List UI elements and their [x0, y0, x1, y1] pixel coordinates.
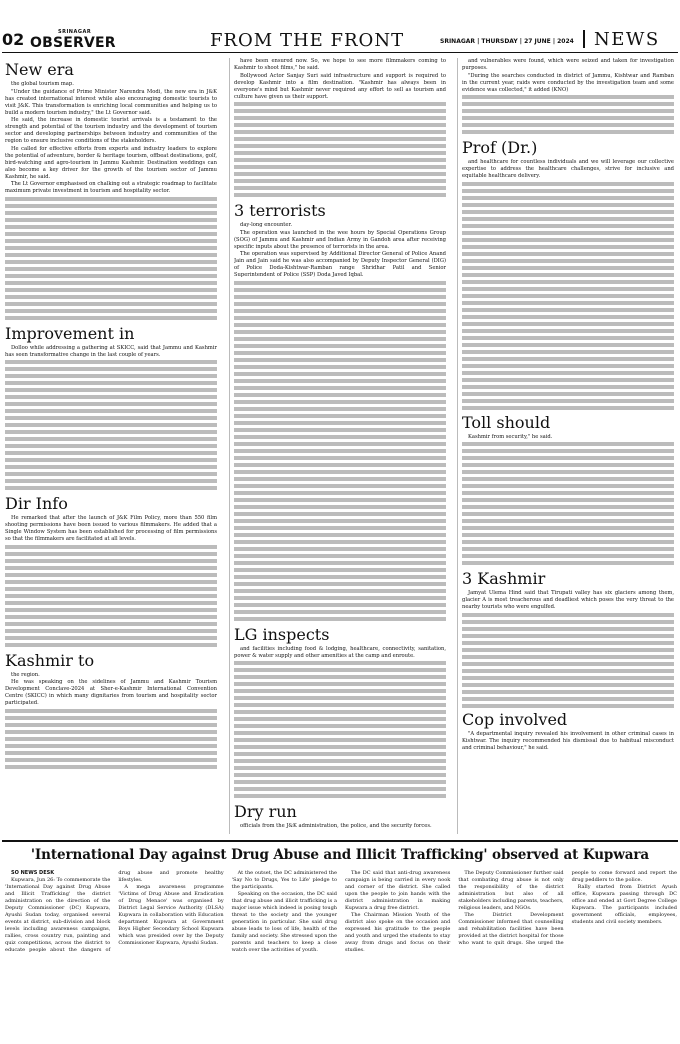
- story-paragraph: have been ensured now. So, we hope to see more filmmakers coming to Kashmir to shoot films," he said.: [234, 58, 446, 71]
- column-4: [462, 58, 674, 752]
- dateline: SRINAGAR | THURSDAY | 27 JUNE | 2024: [440, 38, 574, 45]
- story-paragraph: "During the searches conducted in district of Jammu, Kishtwar and Ramban in the current year, raids were conducted by the investigation team and some evidence was collected," it added (KNO): [462, 72, 674, 93]
- story-headline: New era: [5, 60, 74, 79]
- story-paragraph: The operation was supervised by Additional Director General of Police Anand Jain and Jain said he was also accompanied by Deputy Inspector General (DIG) of Police Doda-Kishtwar-Ramban range Shridhar Patil and Senior Superintendent of Police (SSP) Doda Javed Iqbal.: [234, 251, 446, 278]
- masthead: [0, 0, 680, 50]
- bottom-story-rule: [2, 840, 678, 842]
- story-paragraph: The Deputy Commissioner further said that combating drug abuse is not only the responsibility of the district administration but also of all stakeholders including parents, teachers, religious leaders, and NGOs.: [458, 870, 564, 911]
- story-byline: SO NEWS DESK: [11, 870, 55, 876]
- page-number: 02: [2, 30, 25, 49]
- bottom-story-headline: 'International Day against Drug Abuse and Illicit Trafficking' observed at Kupwara: [30, 847, 650, 863]
- story-headline: 3 terrorists: [234, 201, 326, 220]
- story-paragraph: Bollywood Actor Sanjay Suri said infrastructure and support is required to develop Kashmir into a film destination. "Kashmir has always been in everyone's mind but Kashmir never required any effort to sell as tourism and culture have given us their support.: [234, 72, 446, 100]
- column-1: [5, 58, 217, 771]
- brand-subtitle: SRINAGAR: [58, 29, 92, 35]
- story-headline: Kashmir to: [5, 650, 95, 670]
- story-paragraph: the global tourism map.: [11, 81, 74, 87]
- story-paragraph: Kupwara, Jun 26: To commemorate the 'International Day against Drug Abuse and Illicit Trafficking' the district administration on the direction of the Deputy Commissioner (DC) Kupwara, Ayushi Sudan today, organised several events at district, sub-division and block levels including awareness campaigns, rallies, cross country run, painting and quiz competitions, across the district to educate people about the dangers of drug abuse and promote healthy lifestyles.: [5, 870, 224, 953]
- masthead-rule: [2, 52, 678, 53]
- story-paragraph: The operation was launched in the wee hours by Special Operations Group (SOG) of Jammu and Kashmir and Indian Army in Gandoh area after receiving specific inputs about the presence of terrorists in the area.: [234, 229, 446, 250]
- story-headline: Prof (Dr.): [462, 138, 538, 157]
- story-paragraph: "A departmental inquiry revealed his involvement in other criminal cases in Kishtwar. The inquiry recommended his dismissal due to habitual misconduct and criminal behaviour," he said.: [462, 730, 674, 751]
- column-2: [234, 58, 446, 831]
- column-divider: [457, 58, 458, 834]
- story-paragraph: officials from the J&K administration, the police, and the security forces.: [240, 823, 432, 829]
- story-paragraph: and healthcare for countless individuals and we will leverage our collective expertise to address the healthcare challenges, strive for inclusive and equitable healthcare delivery.: [462, 159, 674, 179]
- story-paragraph: and facilities including food & lodging, healthcare, connectivity, sanitation, power & water supply and other amenities at the camp and enroute.: [234, 645, 446, 659]
- story-paragraph: He said, the increase in domestic tourist arrivals is a testament to the strength and potential of the tourism industry and the development of tourism sector and developing partnerships between industry and communities of the region to ensure inclusive conditions of the stakeholders.: [5, 117, 217, 144]
- story-paragraph: At the outset, the DC administered the 'Say No to Drugs, Yes to Life' pledge to the participants.: [231, 870, 337, 890]
- story-paragraph: The DC said that anti-drug awareness campaign is being carried in every nook and corner of the district. She called upon the people to join hands with the district administration in making Kupwara a drug free district.: [344, 870, 451, 911]
- story-paragraph: Speaking on the occasion, the DC said that drug abuse and illicit trafficking is a major issue which indeed is posing tough threat to the society and the younger generation in particular. She said drug abuse leads to loss of life, health of the family and society. She stressed upon the parents and teachers to keep a close watch over the activities of youth.: [231, 891, 337, 953]
- story-headline: 3 Kashmir: [462, 569, 546, 588]
- bottom-story-body: [5, 870, 677, 1038]
- story-headline: Cop involved: [462, 709, 568, 729]
- story-paragraph: "Under the guidance of Prime Minister Narendra Modi, the new era in J&K has created international interest while also encouraging domestic tourists to visit J&K. This transformation is enriching local communities and helping us to build a modern tourism industry," the Lt Governor said.: [5, 88, 217, 116]
- story-paragraph: Kashmir from security," he said.: [468, 433, 553, 440]
- story-paragraph: He was speaking on the sidelines of Jammu and Kashmir Tourism Development Conclave-2024 at Sher-e-Kashmir International Convention Centre (SKICC) in which many dignitaries from tourism and hospitality sector participated.: [5, 679, 217, 706]
- column-divider: [229, 58, 230, 834]
- section-news: NEWS: [594, 29, 660, 50]
- story-headline: Dir Info: [5, 494, 68, 513]
- story-paragraph: He called for effective efforts from experts and industry leaders to explore the potential of adventure, border & heritage tourism, offbeat destinations, golf, bird-watching and agro-tourism in Jammu Kashmir. Destination weddings can also become a key driver for the growth of the tourism sector of Jammu Kashmir, he said.: [5, 145, 217, 180]
- story-headline: Dry run: [234, 802, 297, 821]
- brand-logo: OBSERVER: [30, 35, 116, 51]
- story-headline: LG inspects: [234, 624, 330, 644]
- story-paragraph: Dolloo while addressing a gathering at SKICC, said that Jammu and Kashmir has seen transformative change in the last couple of years.: [5, 344, 217, 358]
- story-paragraph: The Lt Governor emphasised on chalking out a strategic roadmap to facilitate maximum private investment in tourism and hospitality sector.: [5, 181, 217, 194]
- story-headline: Improvement in: [5, 323, 135, 343]
- story-paragraph: A mega awareness programme 'Victims of Drug Abuse and Eradication of Drug Menace' was organised by District Legal Service Authority (DLSA) Kupwara in collaboration with Education department Kupwara at Government Boys Higher Secondary School Kupwara which was presided over by the Deputy Commissioner Kupwara, Ayushi Sudan.: [118, 884, 224, 946]
- story-paragraph: the region.: [11, 671, 40, 678]
- story-paragraph: day-long encounter.: [240, 222, 293, 228]
- section-title: FROM THE FRONT: [210, 30, 405, 51]
- story-paragraph: and vulnerables were found, which were seized and taken for investigation purposes.: [462, 58, 674, 71]
- story-paragraph: He remarked that after the launch of J&K Film Policy, more than 550 film shooting permissions have been issued to various filmmakers. He added that a Single Window System has been established for processing of film permissions so that the filmmakers are facilitated at all levels.: [5, 515, 217, 542]
- story-paragraph: The Chairman Mission Youth of the district also spoke on the occasion and expressed his gratitude to the people and youth and urged the students to stay away from drugs and focus on their studies.: [344, 912, 451, 953]
- story-headline: Toll should: [462, 412, 551, 432]
- story-paragraph: Jamyat Ulema Hind said that Tirupati valley has six glaciers among them, glacier A is most treacherous and deadliest which poses the very threat to the nearby tourists who were engulfed.: [462, 590, 674, 610]
- story-paragraph: Rally started from District Ayush office, Kupwara passing through DC office and ended at Govt Degree College Kupwara. The participants included government officials, employees, students and civil society members.: [571, 884, 677, 925]
- masthead-divider: [583, 30, 585, 48]
- story-paragraph: The District Development Commissioner informed that counselling and rehabilitation facilities have been provided at the district hospital for those who want to quit drugs. She urged the people to come forward and report the drug peddlers to the police.: [458, 870, 677, 946]
